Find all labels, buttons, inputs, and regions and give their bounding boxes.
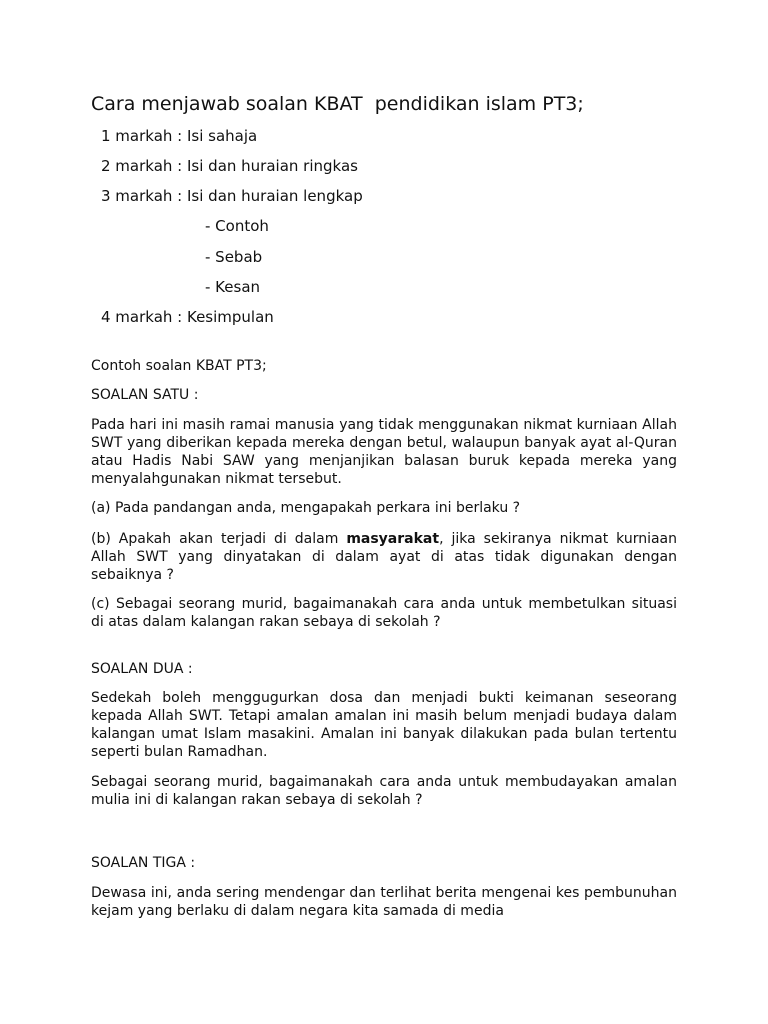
soalan-dua-question: Sebagai seorang murid, bagaimanakah cara anda untuk membudayakan amalan mulia ini di kalangan rakan sebaya di sekolah ? [91,774,677,808]
mark-3-sub-kesan: - Kesan [205,278,261,296]
question-b-text-start: (b) Apakah akan terjadi di dalam [91,531,347,547]
soalan-tiga-heading: SOALAN TIGA : [91,855,196,871]
soalan-satu-heading: SOALAN SATU : [91,387,199,403]
soalan-satu-question-a: (a) Pada pandangan anda, mengapakah perkara ini berlaku ? [91,500,521,516]
mark-2-line: 2 markah : Isi dan huraian ringkas [101,157,358,175]
soalan-satu-intro: Pada hari ini masih ramai manusia yang tidak menggunakan nikmat kurniaan Allah SWT yang diberikan kepada mereka dengan betul, walaupun banyak ayat al-Quran atau Hadis Nabi SAW yang menjanjikan balasan buruk kepada mereka yang menyalahgunakan nikmat tersebut. [91,417,677,487]
examples-heading: Contoh soalan KBAT PT3; [91,358,267,374]
mark-3-sub-contoh: - Contoh [205,217,269,235]
soalan-dua-heading: SOALAN DUA : [91,661,193,677]
question-b-text-end: , jika sekiranya nikmat kurniaan Allah SWT yang dinyatakan di dalam ayat di atas tidak digunakan dengan sebaiknya ? [91,531,677,583]
soalan-dua-intro: Sedekah boleh menggugurkan dosa dan menjadi bukti keimanan seseorang kepada Allah SWT. Tetapi amalan amalan ini masih belum menjadi budaya dalam kalangan umat Islam masakini. Amalan ini banyak dilakukan pada bulan tertentu seperti bulan Ramadhan. [91,690,677,760]
mark-3-sub-sebab: - Sebab [205,248,263,266]
document-title: Cara menjawab soalan KBAT pendidikan islam PT3; [91,93,584,115]
soalan-satu-question-c: (c) Sebagai seorang murid, bagaimanakah cara anda untuk membetulkan situasi di atas dalam kalangan rakan sebaya di sekolah ? [91,596,677,630]
mark-4-line: 4 markah : Kesimpulan [101,308,274,326]
question-b-bold-word: masyarakat [346,531,440,547]
soalan-satu-question-b [91,530,677,584]
mark-1-line: 1 markah : Isi sahaja [101,127,258,145]
mark-3-line: 3 markah : Isi dan huraian lengkap [101,187,363,205]
soalan-tiga-intro: Dewasa ini, anda sering mendengar dan terlihat berita mengenai kes pembunuhan kejam yang berlaku di dalam negara kita samada di media [91,885,677,919]
